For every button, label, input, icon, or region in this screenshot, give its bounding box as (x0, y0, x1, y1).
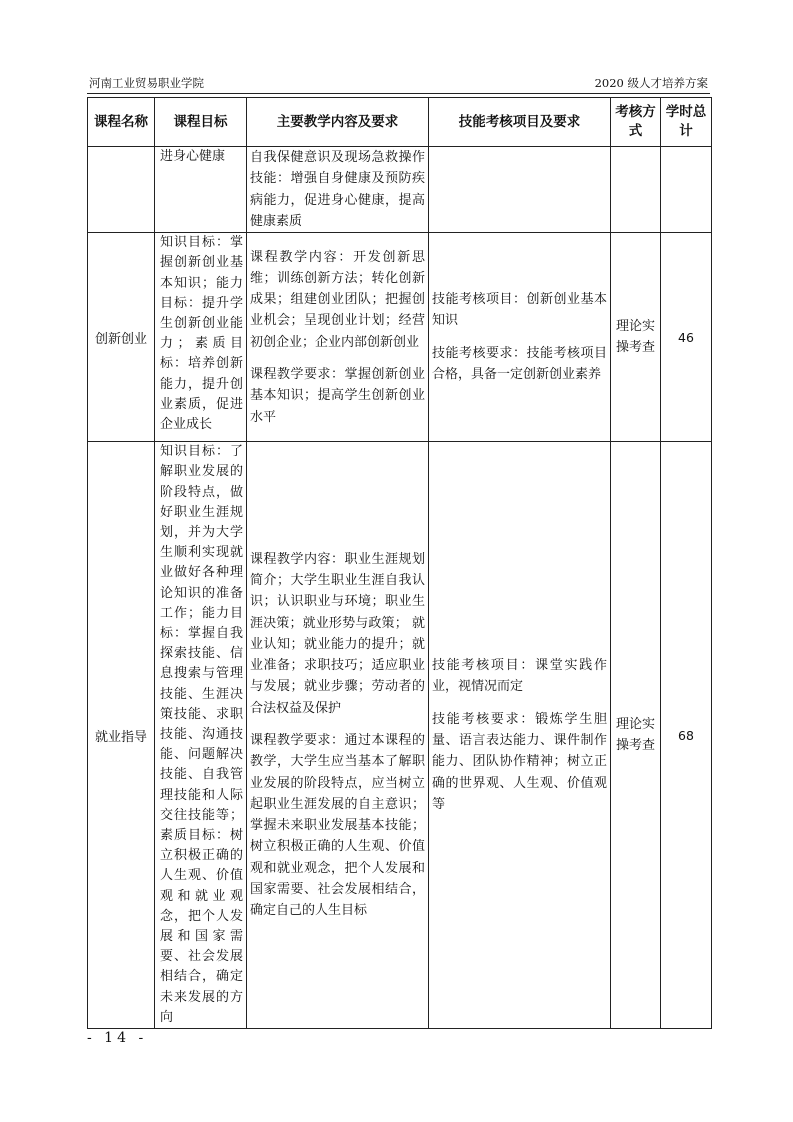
table-row (88, 147, 712, 233)
header-skill-assessment: 技能考核项目及要求 (429, 98, 611, 147)
assessment-item: 技能考核项目：课堂实践作业，视情况而定 (432, 658, 607, 695)
course-content-cell (247, 147, 429, 233)
course-name-cell (88, 147, 155, 233)
institution-name: 河南工业贸易职业学院 (89, 76, 204, 90)
exam-method-cell: 理论实操考查 (611, 442, 661, 1029)
curriculum-table (87, 97, 712, 1029)
content-paragraph: 课程教学要求：通过本课程的教学，大学生应当基本了解职业发展的阶段特点，应当树立起职业生涯发展的自主意识；掌握未来职业发展基本技能；树立积极正确的人生观、价值观和就业观念，把个人发展和国家需要、社会发展相结合，确定自己的人生目标 (250, 732, 425, 919)
content-paragraph: 课程教学内容：开发创新思维；训练创新方法；转化创新成果；组建创业团队；把握创业机会；呈现创业计划；经营初创企业；企业内部创新创业 (250, 249, 425, 350)
course-goal-cell: 进身心健康 (155, 147, 247, 233)
assessment-cell (429, 147, 611, 233)
course-name-cell: 创新创业 (88, 233, 155, 442)
content-paragraph: 课程教学要求：掌握创新创业基本知识；提高学生创新创业水平 (250, 366, 425, 425)
header-rule (87, 93, 710, 94)
exam-method-cell: 理论实操考查 (611, 233, 661, 442)
assessment-requirement: 技能考核要求：锻炼学生胆量、语言表达能力、课件制作能力、团队协作精神；树立正确的世界观、人生观、价值观等 (432, 711, 607, 812)
table-row (88, 233, 712, 442)
course-goal-cell: 知识目标：了解职业发展的阶段特点，做好职业生涯规划，并为大学生顺利实现就业做好各种理论知识的准备工作；能力目标：掌握自我探索技能、信息搜索与管理技能、生涯决策技能、求职技能、沟通技能、问题解决技能、自我管理技能和人际交往技能等；素质目标：树立积极正确的人生观、价值观和就业观念，把个人发展和国家需要、社会发展相结合，确定未来发展的方向 (155, 442, 247, 1029)
header-main-content: 主要教学内容及要求 (247, 98, 429, 147)
hours-cell: 68 (661, 442, 712, 1029)
assessment-item: 技能考核项目：创新创业基本知识 (432, 292, 607, 329)
course-name-cell: 就业指导 (88, 442, 155, 1029)
exam-method-cell (611, 147, 661, 233)
header-hours: 学时总计 (661, 98, 712, 147)
course-content-cell (247, 233, 429, 442)
page-number: - 14 - (87, 1030, 148, 1046)
table-row (88, 442, 712, 1029)
header-course-goal: 课程目标 (155, 98, 247, 147)
assessment-cell (429, 442, 611, 1029)
course-goal-cell: 知识目标：掌握创新创业基本知识；能力目标：提升学生创新创业能力；素质目标：培养创新能力，提升创业素质，促进企业成长 (155, 233, 247, 442)
assessment-requirement: 技能考核要求：技能考核项目合格，具备一定创新创业素养 (432, 345, 607, 382)
header-course-name: 课程名称 (88, 98, 155, 147)
course-content-cell (247, 442, 429, 1029)
content-paragraph: 自我保健意识及现场急救操作技能：增强自身健康及预防疾病能力，促进身心健康，提高健康素质 (250, 150, 425, 229)
hours-cell (661, 147, 712, 233)
document-title: 2020 级人才培养方案 (594, 76, 708, 90)
content-paragraph: 课程教学内容：职业生涯规划简介；大学生职业生涯自我认识；认识职业与环境；职业生涯决策；就业形势与政策； 就业认知；就业能力的提升；就业准备；求职技巧；适应职业与发展；就业步骤；劳动者的合法权益及保护 (250, 551, 425, 716)
hours-cell: 46 (661, 233, 712, 442)
header-exam-method: 考核方式 (611, 98, 661, 147)
table-header-row (88, 98, 712, 147)
assessment-cell (429, 233, 611, 442)
